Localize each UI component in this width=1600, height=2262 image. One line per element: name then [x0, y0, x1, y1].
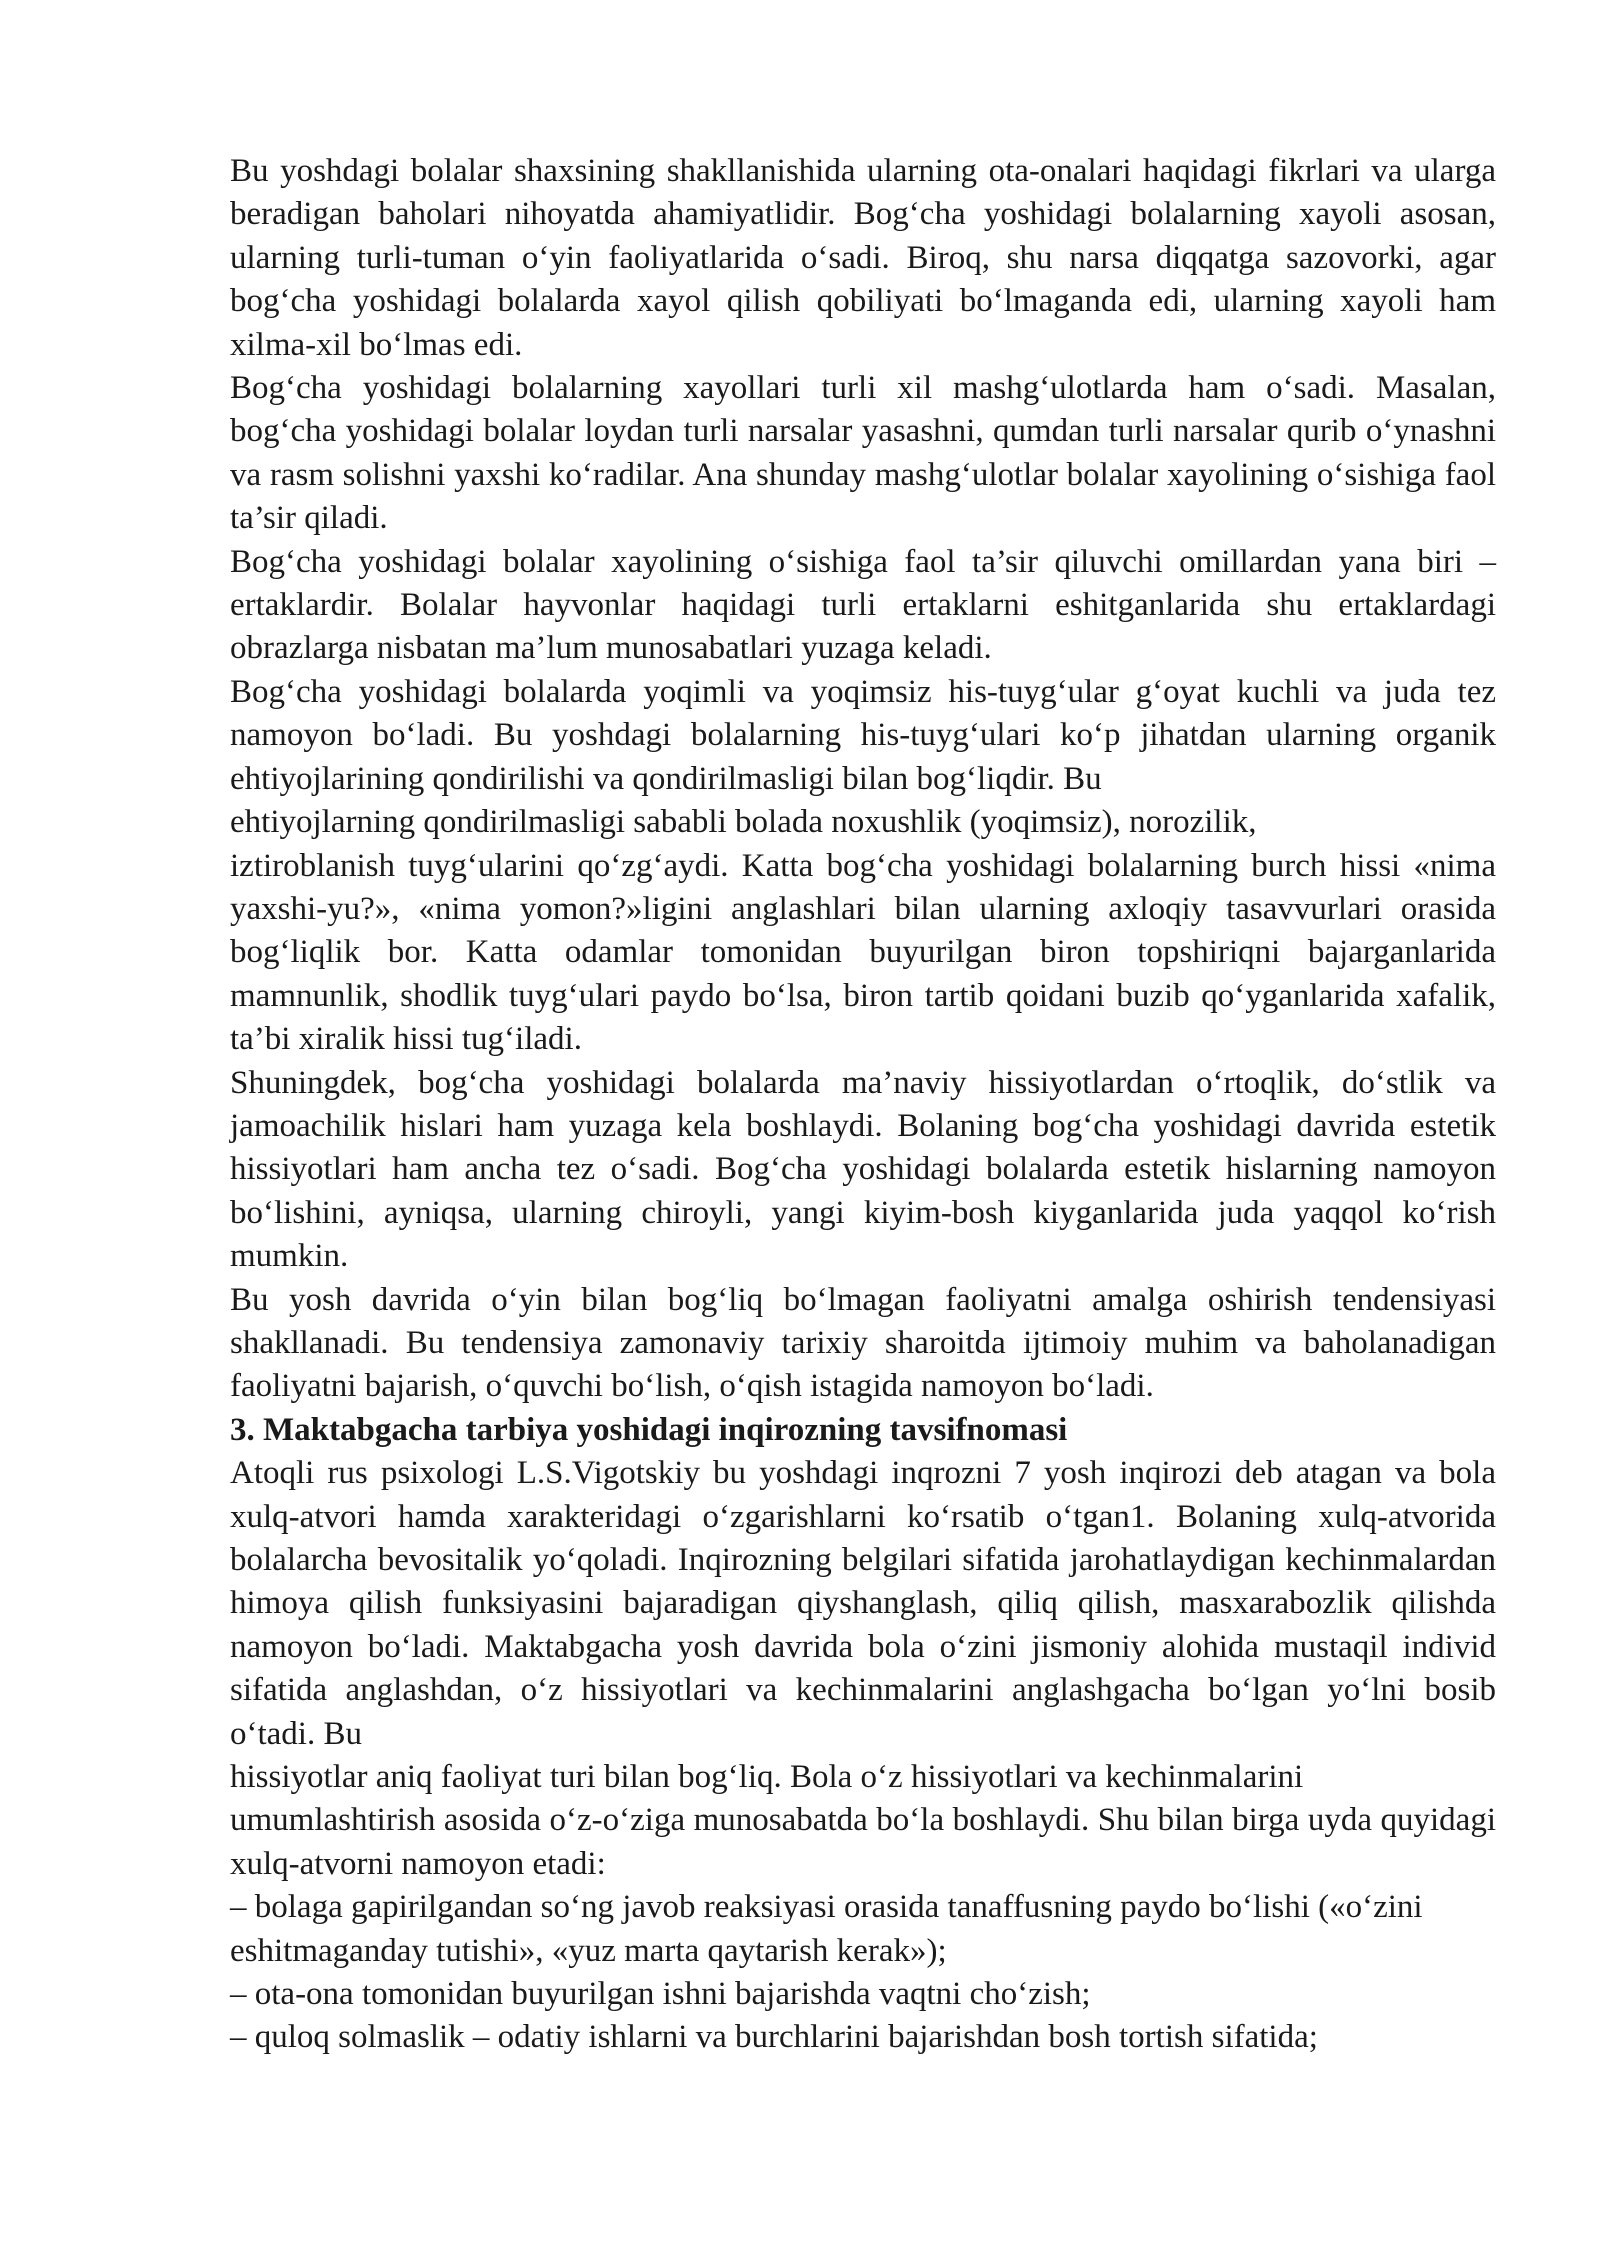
document-page: [230, 150, 1496, 2060]
paragraph-7-part-b: hissiyotlar aniq faoliyat turi bilan bog‘liq. Bola o‘z hissiyotlari va kechinmalarini: [230, 1759, 1304, 1796]
paragraph-5: Shuningdek, bog‘cha yoshidagi bolalarda ma’naviy hissiyotlardan o‘rtoqlik, do‘stlik va jamoachilik hislari ham yuzaga kela boshlaydi. Bolaning bog‘cha yoshidagi davrida estetik hissiyotlari ham ancha tez o‘sadi. Bog‘cha yoshidagi bolalarda estetik hislarning namoyon bo‘lishini, ayniqsa, ularning chiroyli, yangi kiyim-bosh kiyganlarida juda yaqqol ko‘rish mumkin.: [230, 1064, 1496, 1275]
list-item: – quloq solmaslik – odatiy ishlarni va burchlarini bajarishdan bosh tortish sifatida;: [230, 2019, 1318, 2056]
paragraph-7-part-c: umumlashtirish asosida o‘z-o‘ziga munosabatda bo‘la boshlaydi. Shu bilan birga uyda quyidagi xulq-atvorni namoyon etadi:: [230, 1802, 1496, 1882]
paragraph-1: Bu yoshdagi bolalar shaxsining shakllanishida ularning ota-onalari haqidagi fikrlari va ularga beradigan baholari nihoyatda ahamiyatlidir. Bog‘cha yoshidagi bolalarning xayoli asosan, ularning turli-tuman o‘yin faoliyatlarida o‘sadi. Biroq, shu narsa diqqatga sazovorki, agar bog‘cha yoshidagi bolalarda xayol qilish qobiliyati bo‘lmaganda edi, ularning xayoli ham xilma-xil bo‘lmas edi.: [230, 153, 1496, 363]
paragraph-4-part-b: ehtiyojlarning qondirilmasligi sababli bolada noxushlik (yoqimsiz), norozilik,: [230, 804, 1257, 841]
paragraph-7-part-a: Atoqli rus psixologi L.S.Vigotskiy bu yoshdagi inqrozni 7 yosh inqirozi deb atagan va bola xulq-atvori hamda xarakteridagi o‘zgarishlarni ko‘rsatib o‘tgan1. Bolaning xulq-atvorida bolalarcha bevositalik yo‘qoladi. Inqirozning belgilari sifatida jarohatlaydigan kechinmalardan himoya qilish funksiyasini bajaradigan qiyshanglash, qiliq qilish, masxarabozlik qilishda namoyon bo‘ladi. Maktabgacha yosh davrida bola o‘zini jismoniy alohida mustaqil individ sifatida anglashdan, o‘z hissiyotlari va kechinmalarini anglashgacha bo‘lgan yo‘lni bosib o‘tadi. Bu: [230, 1455, 1496, 1752]
paragraph-4-part-c: iztiroblanish tuyg‘ularini qo‘zg‘aydi. Katta bog‘cha yoshidagi bolalarning burch hissi «nima yaxshi-yu?», «nima yomon?»ligini anglashlari bilan ularning axloqiy tasavvurlari orasida bog‘liqlik bor. Katta odamlar tomonidan buyurilgan biron topshiriqni bajarganlarida mamnunlik, shodlik tuyg‘ulari paydo bo‘lsa, biron tartib qoidani buzib qo‘yganlarida xafalik, ta’bi xiralik hissi tug‘iladi.: [230, 847, 1496, 1058]
paragraph-2: Bog‘cha yoshidagi bolalarning xayollari turli xil mashg‘ulotlarda ham o‘sadi. Masalan, bog‘cha yoshidagi bolalar loydan turli narsalar yasashni, qumdan turli narsalar qurib o‘ynashni va rasm solishni yaxshi ko‘radilar. Ana shunday mashg‘ulotlar bolalar xayolining o‘sishiga faol ta’sir qiladi.: [230, 370, 1496, 537]
list-item: – bolaga gapirilgandan so‘ng javob reaksiyasi orasida tanaffusning paydo bo‘lishi («o‘zini eshitmaganday tutishi», «yuz marta qaytarish kerak»);: [230, 1889, 1423, 1969]
paragraph-4-part-a: Bog‘cha yoshidagi bolalarda yoqimli va yoqimsiz his-tuyg‘ular g‘oyat kuchli va juda tez namoyon bo‘ladi. Bu yoshdagi bolalarning his-tuyg‘ulari ko‘p jihatdan ularning organik ehtiyojlarining qondirilishi va qondirilmasligi bilan bog‘liqdir. Bu: [230, 673, 1496, 797]
paragraph-3: Bog‘cha yoshidagi bolalar xayolining o‘sishiga faol ta’sir qiluvchi omillardan yana biri – ertaklardir. Bolalar hayvonlar haqidagi turli ertaklarni eshitganlarida shu ertaklardagi obrazlarga nisbatan ma’lum munosabatlari yuzaga keladi.: [230, 543, 1496, 667]
paragraph-6: Bu yosh davrida o‘yin bilan bog‘liq bo‘lmagan faoliyatni amalga oshirish tendensiyasi shakllanadi. Bu tendensiya zamonaviy tarixiy sharoitda ijtimoiy muhim va baholanadigan faoliyatni bajarish, o‘quvchi bo‘lish, o‘qish istagida namoyon bo‘ladi.: [230, 1281, 1496, 1405]
list-item: – ota-ona tomonidan buyurilgan ishni bajarishda vaqtni cho‘zish;: [230, 1976, 1091, 2013]
section-heading: 3. Maktabgacha tarbiya yoshidagi inqirozning tavsifnomasi: [230, 1411, 1068, 1448]
